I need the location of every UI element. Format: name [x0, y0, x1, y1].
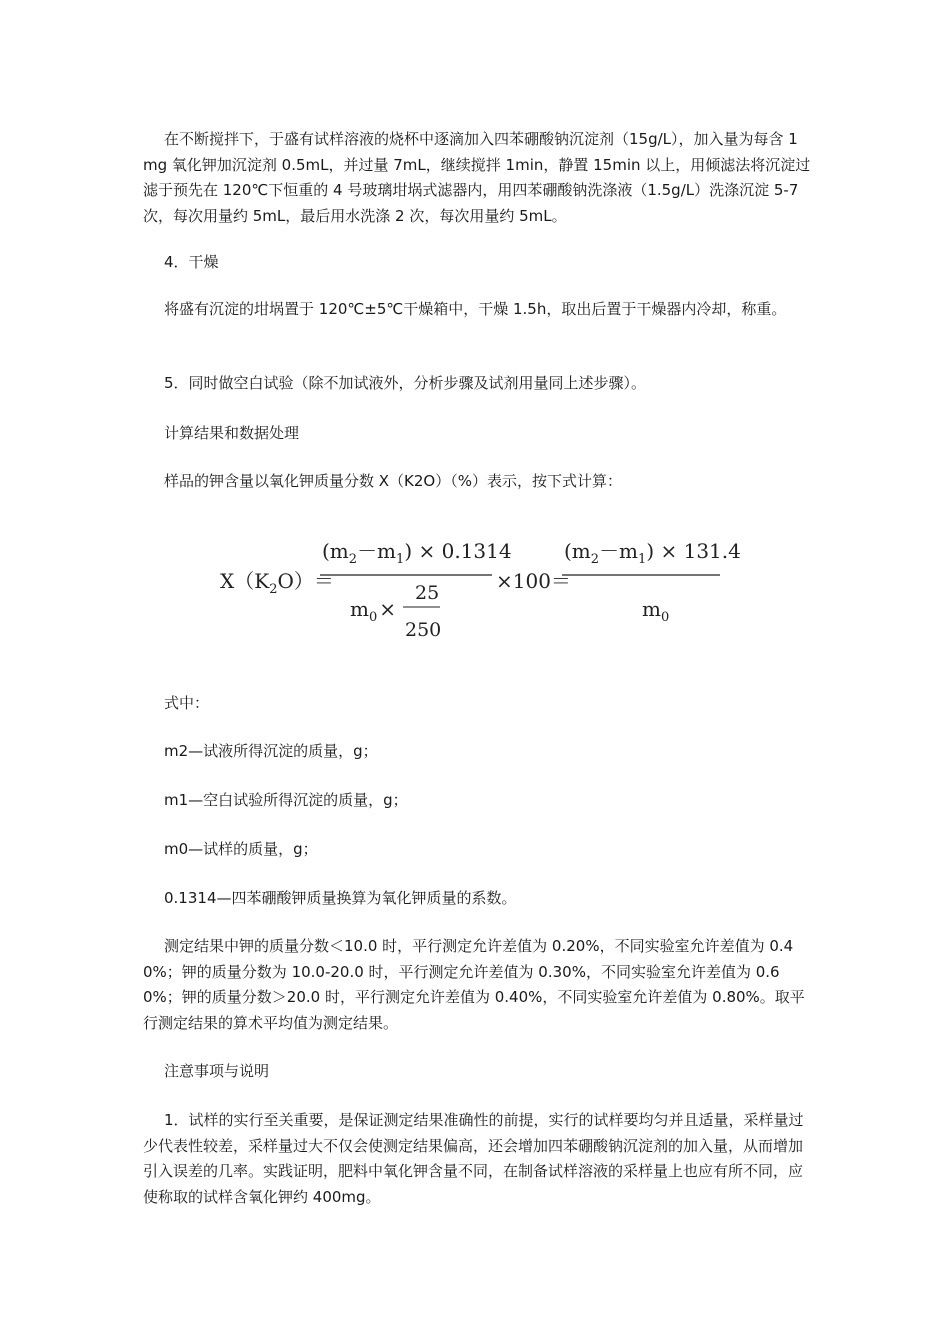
paragraph-drying: 将盛有沉淀的坩埚置于 120℃±5℃干燥箱中，干燥 1.5h，取出后置于干燥器内冷却，称重。: [164, 300, 787, 318]
formula-denominator-1: $m_0$ ×: [350, 597, 397, 625]
formula-denominator-2: $m_0$: [642, 597, 670, 625]
section-heading-calculation: 计算结果和数据处理: [164, 424, 300, 442]
definition-coefficient: 0.1314—四苯硼酸钾质量换算为氧化钾质量的系数。: [164, 889, 517, 907]
paragraph-precipitation: 在不断搅拌下，于盛有试样溶液的烧杯中逐滴加入四苯硼酸钠沉淀剂（15g/L），加入量为每含 1mg 氧化钾加沉淀剂 0.5mL，并过量 7mL，继续搅拌 1min，静置 15min 以上，用倾滤法将沉淀过滤于预先在 120℃下恒重的 4 号玻璃坩埚式滤器内，用四苯硼酸钠洗涤液（1.5g/L）洗涤沉淀 5-7 次，每次用量约 5mL，最后用水洗涤 2 次，每次用量约 5mL。: [143, 130, 811, 225]
paragraph-formula-intro: 样品的钾含量以氧化钾质量分数 X（K2O）（%）表示，按下式计算：: [164, 472, 622, 490]
where-label: 式中：: [164, 694, 210, 712]
paragraph-tolerance: 测定结果中钾的质量分数＜10.0 时，平行测定允许差值为 0.20%，不同实验室允许差值为 0.40%；钾的质量分数为 10.0-20.0 时，平行测定允许差值为 0.30%，不同实验室允许差值为 0.60%；钾的质量分数＞20.0 时，平行测定允许差值为 0.40%，不同实验室允许差值为 0.80%。取平行测定结果的算术平均值为测定结果。: [143, 937, 805, 1032]
formula-numerator-2: $(m_2-m_1) \times 131.4$: [564, 539, 740, 567]
inner-fraction-numerator: 25: [415, 582, 440, 604]
section-heading-notes: 注意事项与说明: [164, 1062, 270, 1080]
inner-fraction-denominator: 250: [405, 619, 442, 641]
k2o-formula: [210, 528, 740, 653]
step-4-heading: 4．干燥: [164, 253, 219, 271]
step-5-blank-test: 5．同时做空白试验（除不加试液外，分析步骤及试剂用量同上述步骤）。: [164, 374, 647, 392]
definition-m1: m1—空白试验所得沉淀的质量，g；: [164, 791, 408, 809]
formula-numerator-1: $(m_2-m_1) \times 0.1314$: [322, 539, 512, 567]
formula-times-100: ×100＝: [496, 569, 571, 593]
definition-m2: m2—试液所得沉淀的质量，g；: [164, 742, 378, 760]
formula-lhs: $X(K_2O)=$: [220, 569, 334, 597]
paragraph-note-1: 1．试样的实行至关重要，是保证测定结果准确性的前提，实行的试样要均匀并且适量，采样量过少代表性较差，采样量过大不仅会使测定结果偏高，还会增加四苯硼酸钠沉淀剂的加入量，从而增加引入误差的几率。实践证明，肥料中氧化钾含量不同，在制备试样溶液的采样量上也应有所不同，应使称取的试样含氧化钾约 400mg。: [143, 1111, 804, 1206]
definition-m0: m0—试样的质量，g；: [164, 840, 318, 858]
